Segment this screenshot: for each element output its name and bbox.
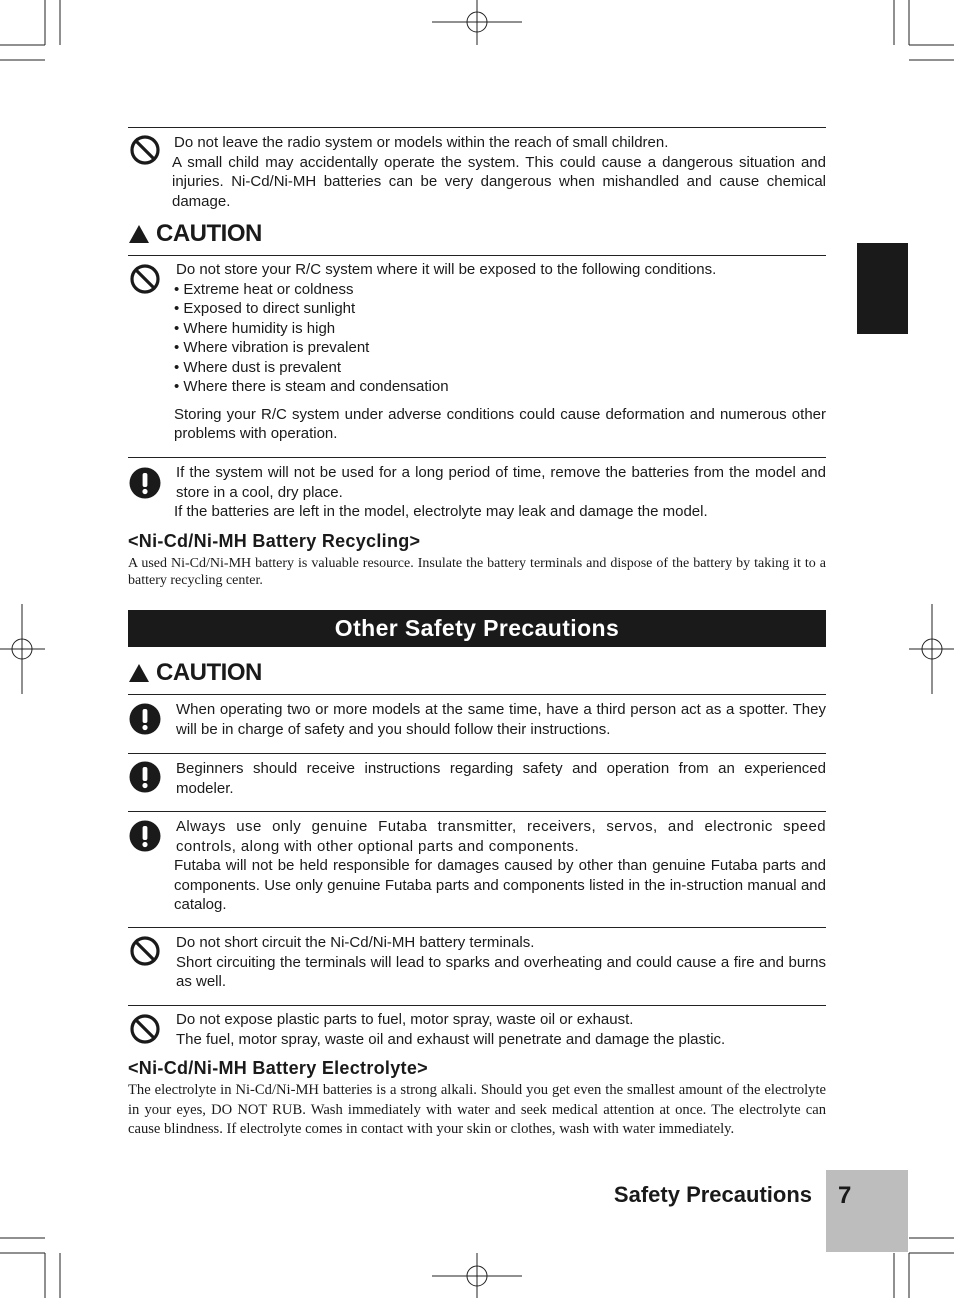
battery-storage-text: If the system will not be used for a long period of time, remove the batteries from the model and store in a cool, dry place. <box>176 464 826 501</box>
prohibited-icon <box>129 1013 161 1045</box>
list-item: • Exposed to direct sunlight <box>174 300 356 317</box>
spotter-text: When operating two or more models at the same time, have a third person act as a spotter. They will be in charge of safety and you should follow their instructions. <box>176 701 826 738</box>
caution-heading <box>128 220 262 248</box>
short-circuit-text: Do not short circuit the Ni-Cd/Ni-MH battery terminals. <box>176 934 535 951</box>
warning-triangle-icon <box>128 224 150 244</box>
recycling-heading: <Ni-Cd/Ni-MH Battery Recycling> <box>128 531 421 551</box>
caution-label: CAUTION <box>156 220 262 247</box>
battery-storage-warning <box>128 457 826 528</box>
electrolyte-text: The electrolyte in Ni-Cd/Ni-MH batteries is a strong alkali. Should you get even the smallest amount of the electrolyte in your eyes, DO NOT RUB. Wash immediately with water and seek medical attention at once. The electrolyte can cause blindness. If electrolyte comes in contact with your skin or clothes, wash with water immediately. <box>128 1082 826 1138</box>
list-item: • Where dust is prevalent <box>174 358 341 376</box>
list-item: • Where there is steam and condensation <box>174 378 449 395</box>
prohibited-icon <box>129 935 161 967</box>
spotter-warning <box>128 694 826 751</box>
short-circuit-detail: Short circuiting the terminals will lead to sparks and overheating and could cause a fire and burns as well. <box>176 953 826 990</box>
storage-note: Storing your R/C system under adverse conditions could cause deformation and numerous other problems with operation. <box>174 405 826 442</box>
warning-children-text: Do not leave the radio system or models within the reach of small children. <box>174 134 669 151</box>
list-item: • Where vibration is prevalent <box>174 339 370 356</box>
plastic-parts-text: Do not expose plastic parts to fuel, motor spray, waste oil or exhaust. <box>176 1011 634 1028</box>
chapter-tab <box>857 243 908 334</box>
page-number: 7 <box>838 1182 852 1209</box>
exclamation-icon <box>129 467 161 499</box>
exclamation-icon <box>129 820 161 852</box>
footer-section-title: Safety Precautions <box>613 1182 812 1207</box>
genuine-parts-text: Always use only genuine Futaba transmitter, receivers, servos, and electronic speed controls, along with other optional parts and components. <box>176 818 826 855</box>
caution-label: CAUTION <box>156 659 262 686</box>
storage-intro: Do not store your R/C system where it will be exposed to the following conditions. <box>176 261 717 278</box>
beginners-text: Beginners should receive instructions regarding safety and operation from an experienced modeler. <box>176 760 826 797</box>
short-circuit-warning <box>128 927 826 1004</box>
warning-children <box>128 127 826 208</box>
exclamation-icon <box>129 703 161 735</box>
section-banner: Other Safety Precautions <box>128 610 826 647</box>
beginners-warning <box>128 753 826 810</box>
exclamation-icon <box>129 761 161 793</box>
genuine-parts-detail: Futaba will not be held responsible for damages caused by other than genuine Futaba parts and components. Use only genuine Futaba parts and components listed in the in-struction manual and catalog. <box>174 857 826 913</box>
prohibited-icon <box>129 134 161 166</box>
electrolyte-heading: <Ni-Cd/Ni-MH Battery Electrolyte> <box>128 1058 428 1078</box>
genuine-parts-warning <box>128 811 826 924</box>
recycling-text: A used Ni-Cd/Ni-MH battery is valuable resource. Insulate the battery terminals and dispose of the battery by taking it to a battery recycling center. <box>128 556 826 588</box>
caution-heading <box>128 659 262 687</box>
warning-triangle-icon <box>128 663 150 683</box>
storage-conditions-list <box>176 280 826 397</box>
plastic-parts-warning <box>128 1005 826 1058</box>
prohibited-icon <box>129 263 161 295</box>
battery-storage-detail: If the batteries are left in the model, electrolyte may leak and damage the model. <box>174 503 708 520</box>
list-item: • Where humidity is high <box>174 319 336 337</box>
storage-warning <box>128 255 826 456</box>
plastic-parts-detail: The fuel, motor spray, waste oil and exhaust will penetrate and damage the plastic. <box>176 1030 726 1048</box>
warning-children-detail: A small child may accidentally operate the system. This could cause a dangerous situation and injuries. Ni-Cd/Ni-MH batteries can be very dangerous when mishandled and cause chemical damage. <box>172 153 826 210</box>
list-item: • Extreme heat or coldness <box>174 280 354 298</box>
